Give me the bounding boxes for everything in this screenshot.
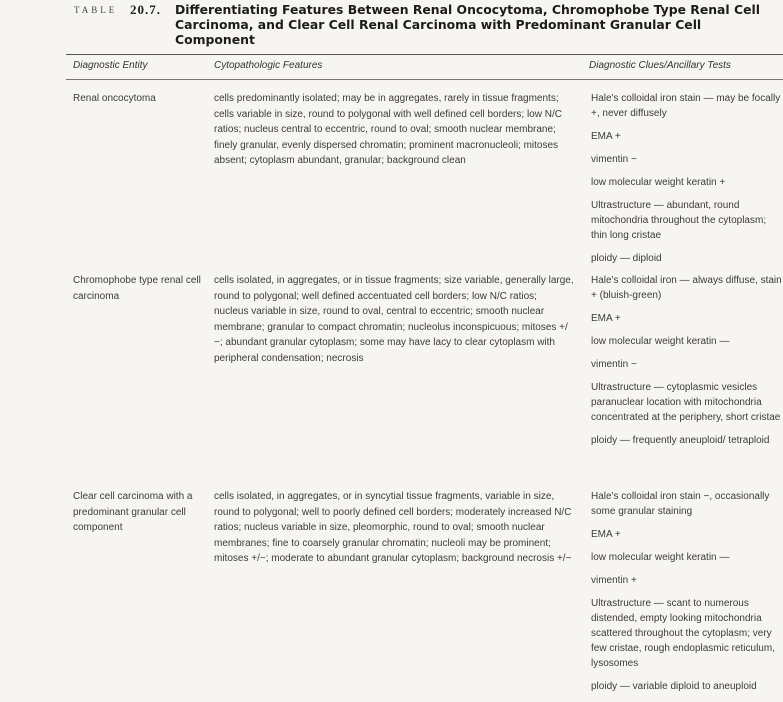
- column-header-features: Cytopathologic Features: [214, 60, 323, 71]
- clue-item: vimentin +: [591, 575, 637, 586]
- clues-cell: [591, 489, 783, 702]
- entity-cell: Clear cell carcinoma with a predominant granular cell component: [73, 491, 193, 533]
- clue-item: vimentin −: [591, 154, 637, 165]
- clue-item: EMA +: [591, 313, 621, 324]
- clue-item: low molecular weight keratin —: [591, 336, 730, 347]
- top-rule: [66, 54, 783, 55]
- clues-cell: [591, 91, 783, 274]
- clue-item: EMA +: [591, 131, 621, 142]
- entity-cell: Renal oncocytoma: [73, 93, 156, 104]
- clue-item: EMA +: [591, 529, 621, 540]
- clues-cell: [591, 273, 783, 456]
- clue-item: vimentin −: [591, 359, 637, 370]
- clue-item: low molecular weight keratin —: [591, 552, 730, 563]
- column-header-clues: Diagnostic Clues/Ancillary Tests: [589, 60, 731, 71]
- header-rule: [66, 79, 783, 80]
- table-label: TABLE: [74, 5, 118, 15]
- features-cell: cells predominantly isolated; may be in aggregates, rarely in tissue fragments; cells variable in size, round to polygonal with well defined cell borders; low N/C ratios; nucleus central to eccentric, round to oval; smooth nuclear membrane; finely granular, evenly dispersed chromatin; prominent macronucleoli; mitoses absent; cytoplasm abundant, granular; background clean: [214, 93, 562, 166]
- clue-item: Ultrastructure — scant to numerous distended, empty looking mitochondria scattered throughout the cytoplasm; very few cristae, rough endoplasmic reticulum, lysosomes: [591, 598, 775, 669]
- clue-item: Ultrastructure — abundant, round mitochondria throughout the cytoplasm; thin long cristae: [591, 200, 767, 241]
- clue-item: Hale's colloidal iron stain −, occasionally some granular staining: [591, 491, 770, 517]
- column-header-entity: Diagnostic Entity: [73, 60, 148, 71]
- clue-item: ploidy — frequently aneuploid/ tetraploid: [591, 435, 770, 446]
- table-title: Differentiating Features Between Renal Oncocytoma, Chromophobe Type Renal Cell Carcinoma, and Clear Cell Renal Carcinoma with Predominant Granular Cell Component: [175, 2, 760, 47]
- clue-item: Ultrastructure — cytoplasmic vesicles paranuclear location with mitochondria concentrated at the periphery, short cristae: [591, 382, 781, 423]
- clue-item: ploidy — diploid: [591, 253, 662, 264]
- table-number: 20.7.: [130, 2, 161, 17]
- features-cell: cells isolated, in aggregates, or in syncytial tissue fragments, variable in size, round to polygonal; well to poorly defined cell borders; moderately increased N/C ratios; nucleus variable in size, pleomorphic, round to oval; smooth nuclear membranes; fine to coarsely granular chromatin; nucleoli may be prominent; mitoses +/−; moderate to abundant granular cytoplasm; background necrosis +/−: [214, 491, 572, 564]
- clue-item: Hale's colloidal iron — always diffuse, stain + (bluish-green): [591, 275, 782, 301]
- features-cell: cells isolated, in aggregates, or in tissue fragments; size variable, generally large, round to polygonal; well defined accentuated cell borders; low N/C ratios; nucleus variable in size, round to oval, central to eccentric; smooth nuclear membrane; granular to compact chromatin; nucleolus inconspicuous; mitoses +/−; abundant granular cytoplasm; some may have lacy to clear cytoplasm with peripheral condensation; necrosis: [214, 275, 574, 364]
- clue-item: low molecular weight keratin +: [591, 177, 726, 188]
- clue-item: ploidy — variable diploid to aneuploid: [591, 681, 757, 692]
- clue-item: Hale's colloidal iron stain — may be focally +, never diffusely: [591, 93, 781, 119]
- entity-cell: Chromophobe type renal cell carcinoma: [73, 275, 201, 302]
